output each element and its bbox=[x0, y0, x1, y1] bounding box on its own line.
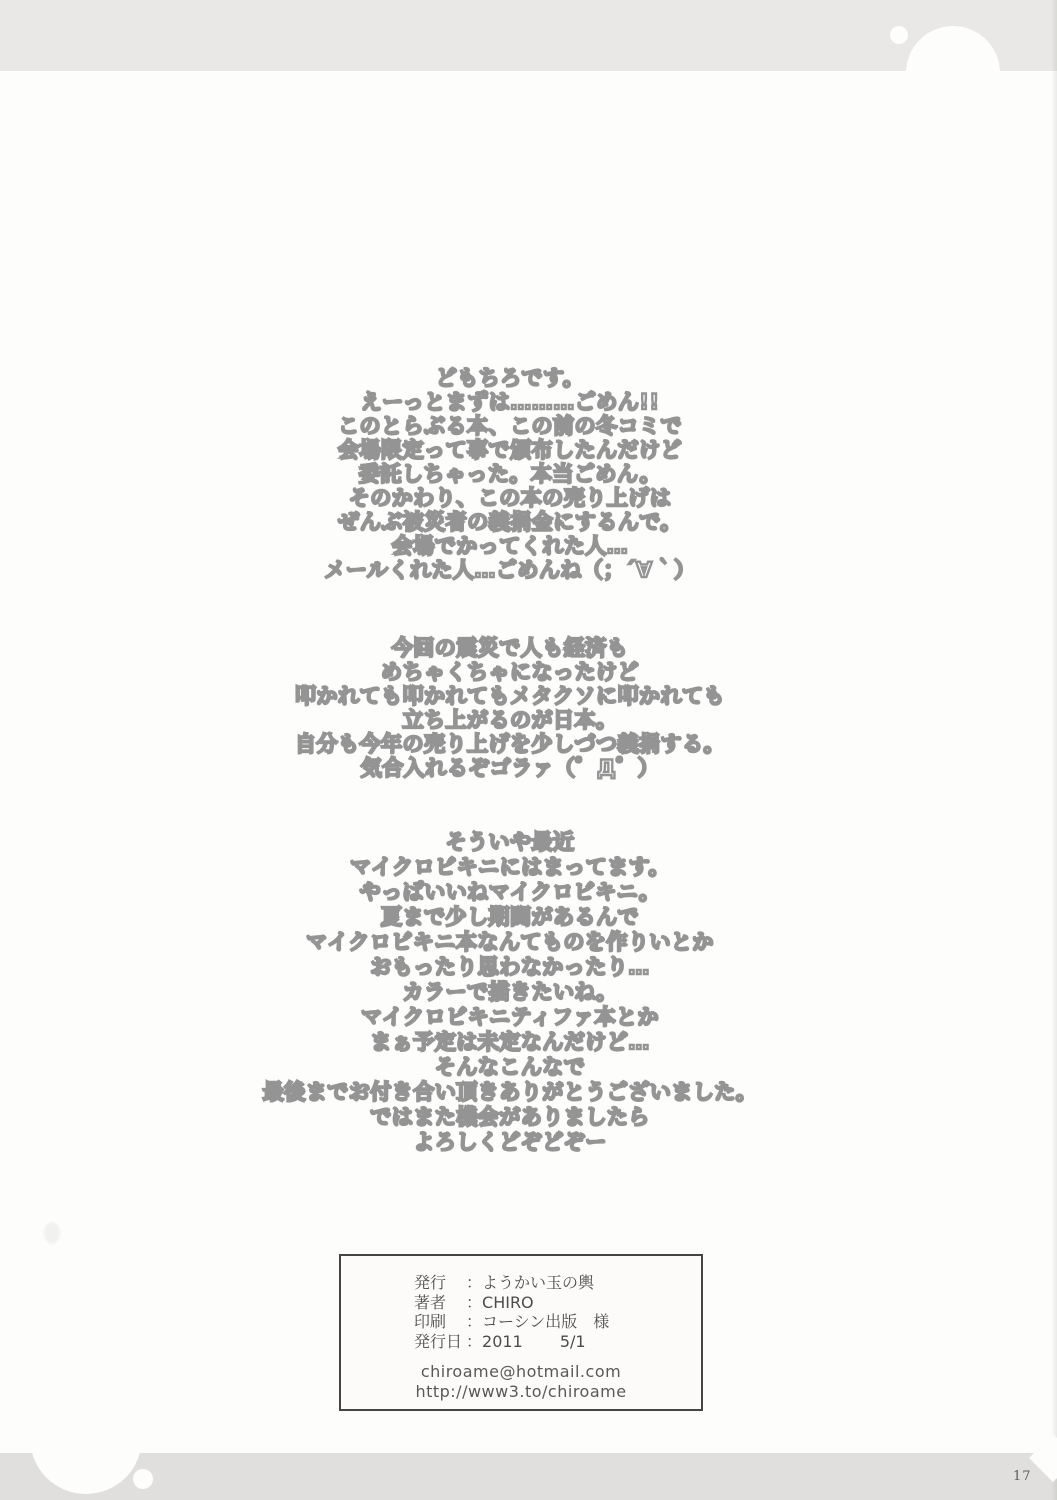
afterword-line: 立ち上がるのが日本。 bbox=[402, 708, 618, 732]
afterword-line: 叩かれても叩かれてもメタクソに叩かれても bbox=[295, 684, 725, 708]
afterword-line: 今回の震災で人も経済も bbox=[391, 636, 629, 660]
colophon-separator: ： bbox=[466, 1331, 483, 1351]
afterword-line: 会場限定って事で頒布したんだけど bbox=[338, 438, 682, 462]
afterword-line: まぁ予定は未定なんだけど… bbox=[370, 1030, 650, 1054]
right-edge-shadow bbox=[1051, 0, 1057, 1500]
afterword-line: やっぱいいねマイクロビキニ。 bbox=[359, 880, 661, 904]
colophon-row-publisher bbox=[414, 1273, 701, 1293]
colophon-label: 発行 bbox=[414, 1273, 447, 1292]
contact-email: chiroame@hotmail.com bbox=[420, 1362, 622, 1381]
contact-url: http://www3.to/chiroame bbox=[415, 1381, 627, 1401]
afterword-line: 委託しちゃった。本当ごめん。 bbox=[358, 462, 662, 486]
afterword-line: そういや最近 bbox=[445, 830, 575, 854]
afterword-line: マイクロビキニティファ本とか bbox=[360, 1005, 660, 1029]
colophon-row-publish-date bbox=[414, 1332, 701, 1352]
colophon-value: コーシン出版 様 bbox=[482, 1312, 610, 1331]
afterword-line: えーっとまずは………ごめん!! bbox=[360, 390, 660, 414]
afterword-line: どもちろです。 bbox=[435, 366, 585, 390]
colophon-value: ようかい玉の輿 bbox=[482, 1273, 595, 1292]
afterword-paragraph-2 bbox=[0, 636, 1020, 780]
colophon-label: 発行日 bbox=[414, 1331, 463, 1351]
afterword-line: ではまた機会がありましたら bbox=[370, 1105, 650, 1129]
colophon-separator: ： bbox=[466, 1273, 483, 1292]
afterword-line: このとらぶる本、この前の冬コミで bbox=[338, 414, 682, 438]
afterword-paragraph-3 bbox=[0, 830, 1020, 1155]
afterword-line: めちゃくちゃになったけど bbox=[381, 660, 639, 684]
bottom-scan-strip bbox=[0, 1453, 1057, 1500]
colophon-separator: ： bbox=[466, 1292, 483, 1312]
afterword-line: おもったり思わなかったり… bbox=[370, 955, 650, 979]
colophon-rows bbox=[341, 1256, 701, 1351]
afterword-line: マイクロビキニにはまってます。 bbox=[350, 855, 670, 879]
top-large-circle-artifact bbox=[906, 26, 1000, 120]
bottom-small-circle-artifact bbox=[133, 1469, 153, 1489]
colophon-label: 著者 bbox=[414, 1292, 447, 1312]
afterword-paragraph-1 bbox=[0, 366, 1020, 582]
colophon-row-printer bbox=[414, 1312, 701, 1332]
colophon-box bbox=[339, 1254, 703, 1411]
colophon-row-author bbox=[414, 1293, 701, 1313]
top-small-circle-artifact bbox=[890, 26, 908, 44]
afterword-line: メールくれた人…ごめんね（；´∀｀） bbox=[324, 558, 696, 582]
afterword-line: 自分も今年の売り上げを少しづつ義捐する。 bbox=[295, 732, 725, 756]
afterword-line: そのかわり、この本の売り上げは bbox=[348, 486, 672, 510]
afterword-line: カラーで描きたいね。 bbox=[402, 980, 618, 1004]
afterword-line: 会場でかってくれた人… bbox=[391, 534, 629, 558]
afterword-line: そんなこんなで bbox=[434, 1055, 586, 1079]
colophon-value: 2011 5/1 bbox=[482, 1331, 586, 1351]
afterword-text bbox=[0, 366, 1020, 1155]
afterword-line: ぜんぶ被災者の義捐金にするんで。 bbox=[338, 510, 682, 534]
afterword-line: よろしくどぞどぞー bbox=[413, 1130, 607, 1154]
scan-smudge bbox=[44, 1222, 60, 1244]
colophon-value: CHIRO bbox=[482, 1292, 534, 1312]
colophon-label: 印刷 bbox=[414, 1312, 447, 1331]
afterword-line: マイクロビキニ本なんてものを作りいとか bbox=[306, 930, 714, 954]
colophon-separator: ： bbox=[466, 1312, 483, 1331]
afterword-line: 最後までお付き合い頂きありがとうございました。 bbox=[262, 1080, 758, 1104]
colophon-contact bbox=[341, 1362, 701, 1401]
afterword-line: 夏まで少し期間があるんで bbox=[381, 905, 639, 929]
page-number: 17 bbox=[1013, 1469, 1032, 1484]
bottom-large-circle-artifact bbox=[30, 1382, 142, 1494]
afterword-line: 気合入れるぞゴラァ（゜Д゜） bbox=[360, 756, 660, 780]
